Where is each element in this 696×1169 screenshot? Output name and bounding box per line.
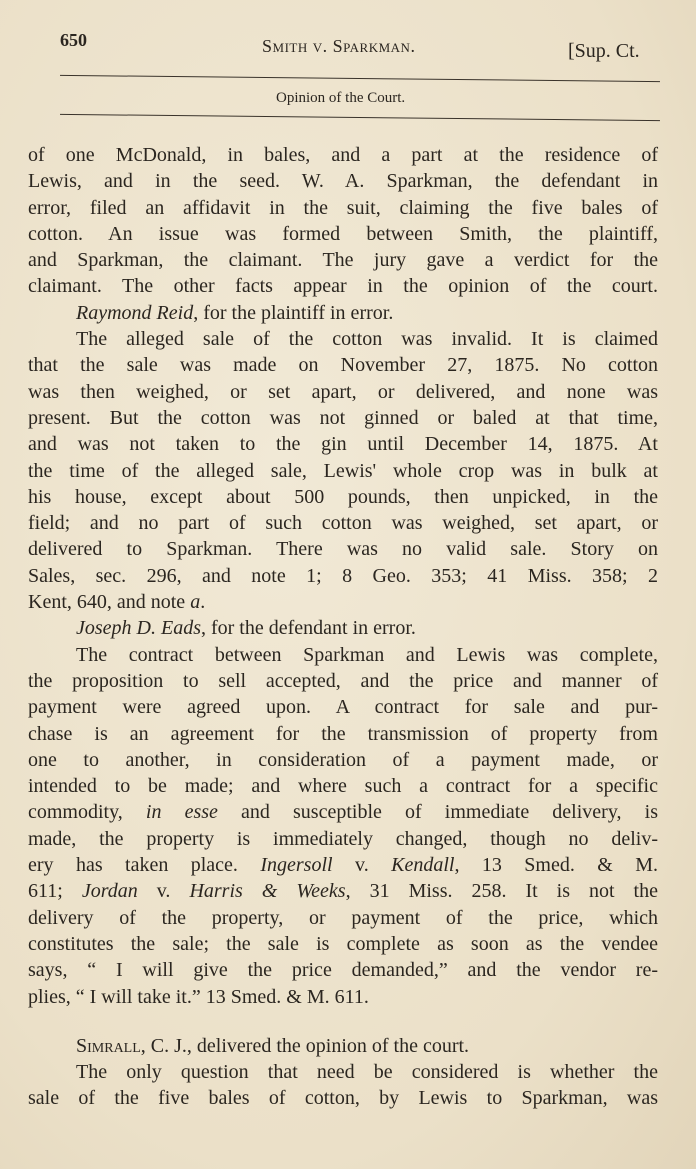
text-segment: and was not taken to the gin until December 14, 1875. At — [28, 433, 658, 456]
text-line — [28, 589, 658, 615]
italic-text: Jordan — [81, 880, 138, 903]
text-segment: , delivered the opinion of the court. — [186, 1034, 470, 1057]
text-segment: the time of the alleged sale, Lewis' whole crop was in bulk at — [28, 459, 658, 482]
text-segment: The contract between Sparkman and Lewis was complete, — [76, 643, 658, 666]
text-line — [28, 957, 658, 983]
text-line — [28, 300, 658, 326]
text-segment: that the sale was made on November 27, 1875. No cotton — [28, 354, 658, 377]
text-line — [28, 826, 658, 852]
text-line — [28, 352, 658, 378]
italic-text: Raymond Reid — [76, 301, 194, 324]
text-segment: , for the plaintiff in error. — [193, 301, 394, 324]
court-label: [Sup. Ct. — [568, 40, 640, 62]
text-line — [28, 431, 658, 457]
subtitle-rule — [60, 114, 660, 121]
text-line — [28, 484, 658, 510]
section-subtitle: Opinion of the Court. — [276, 90, 406, 106]
text-segment: the proposition to sell accepted, and the price and manner of — [28, 669, 658, 692]
italic-text: in esse — [145, 801, 218, 824]
italic-text: Kendall — [391, 854, 455, 877]
text-line — [28, 247, 658, 273]
text-segment: commodity, — [28, 801, 146, 824]
text-line — [28, 142, 658, 168]
text-line — [28, 668, 658, 694]
text-segment: and Sparkman, the claimant. The jury gave a verdict for the — [28, 249, 658, 272]
italic-text: Harris & Weeks — [189, 880, 346, 903]
text-segment: Sales, sec. 296, and note 1; 8 Geo. 353; 41 Miss. 358; 2 — [28, 564, 658, 587]
text-segment: claimant. The other facts appear in the opinion of the court. — [28, 275, 658, 298]
text-line — [28, 405, 658, 431]
text-segment: payment were agreed upon. A contract for sale and pur- — [28, 696, 658, 719]
text-segment: delivery of the property, or payment of the price, which — [28, 906, 658, 929]
italic-text: Joseph D. Eads — [76, 617, 201, 640]
text-line — [28, 878, 658, 904]
text-segment: plies, “ I will take it.” 13 Smed. & M. 611. — [28, 985, 369, 1008]
text-segment: one to another, in consideration of a payment made, or — [28, 748, 658, 771]
text-segment: , 31 Miss. 258. It is not the — [345, 880, 658, 903]
header-rule — [60, 75, 660, 82]
text-line — [28, 326, 658, 352]
text-segment: and susceptible of immediate delivery, is — [217, 801, 658, 824]
text-line — [28, 721, 658, 747]
text-segment: of one McDonald, in bales, and a part at the residence of — [28, 144, 658, 166]
text-line — [28, 536, 658, 562]
text-line — [28, 1085, 658, 1111]
text-segment: present. But the cotton was not ginned or baled at that time, — [28, 406, 658, 429]
text-segment: error, filed an affidavit in the suit, claiming the five bales of — [28, 196, 658, 219]
text-line — [28, 931, 658, 957]
text-segment: chase is an agreement for the transmission of property from — [28, 722, 658, 745]
text-segment: field; and no part of such cotton was weighed, set apart, or — [28, 512, 658, 535]
text-line — [28, 615, 658, 641]
text-segment: v. — [332, 854, 392, 877]
text-line — [28, 379, 658, 405]
text-line — [28, 852, 658, 878]
text-line — [28, 510, 658, 536]
text-line — [28, 747, 658, 773]
text-segment: constitutes the sale; the sale is complete as soon as the vendee — [28, 932, 658, 955]
text-segment: was then weighed, or set apart, or delivered, and none was — [28, 380, 658, 403]
text-line — [28, 168, 658, 194]
text-line — [28, 905, 658, 931]
text-segment: The alleged sale of the cotton was invalid. It is claimed — [76, 328, 658, 351]
italic-text: a — [190, 591, 201, 614]
text-segment: 611; — [28, 880, 82, 903]
text-line — [28, 1059, 658, 1085]
text-line — [28, 642, 658, 668]
text-line — [28, 273, 658, 299]
text-segment: , 13 Smed. & M. — [454, 854, 658, 877]
text-segment: Kent, 640, and note — [28, 591, 191, 614]
text-segment: The only question that need be considered is whether the — [76, 1061, 658, 1084]
text-line — [28, 984, 658, 1010]
text-line — [28, 458, 658, 484]
text-line — [28, 799, 658, 825]
text-segment: v. — [137, 880, 190, 903]
body-text — [28, 142, 658, 1112]
text-segment: Lewis, and in the seed. W. A. Sparkman, the defendant in — [28, 170, 658, 193]
text-line — [28, 195, 658, 221]
running-title: Smith v. Sparkman. — [262, 36, 416, 56]
text-segment: , for the defendant in error. — [200, 617, 416, 640]
text-segment: Simrall, C. J. — [76, 1034, 187, 1057]
text-segment: . — [200, 591, 206, 614]
text-segment: delivered to Sparkman. There was no valid sale. Story on — [28, 538, 658, 561]
text-segment: intended to be made; and where such a contract for a specific — [28, 775, 658, 798]
text-line — [28, 694, 658, 720]
text-segment: says, “ I will give the price demanded,” and the vendor re- — [28, 959, 658, 982]
text-segment: ery has taken place. — [28, 854, 261, 877]
text-line — [28, 221, 658, 247]
text-segment: made, the property is immediately changed, though no deliv- — [28, 827, 658, 850]
italic-text: Ingersoll — [260, 854, 333, 877]
text-segment: cotton. An issue was formed between Smith, the plaintiff, — [28, 222, 658, 245]
text-segment: sale of the five bales of cotton, by Lewis to Sparkman, was — [28, 1087, 658, 1110]
text-line — [28, 773, 658, 799]
text-line — [28, 563, 658, 589]
text-segment: his house, except about 500 pounds, then unpicked, in the — [28, 485, 658, 508]
text-line — [28, 1033, 658, 1059]
page-number: 650 — [60, 30, 87, 50]
